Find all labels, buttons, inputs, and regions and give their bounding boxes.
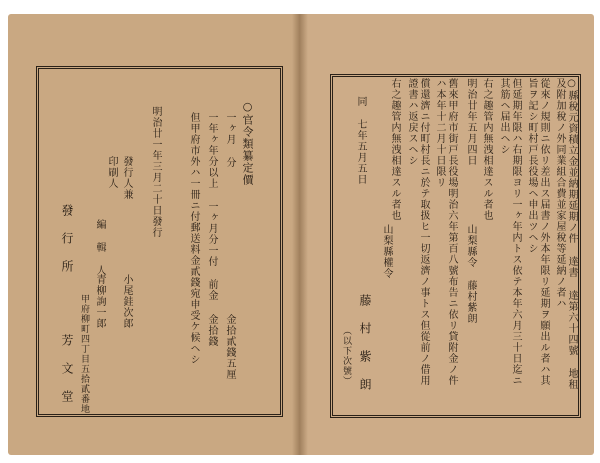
ordinance-col-4: 右之趣管内無洩相達スル者也: [481, 78, 492, 221]
book-gutter: [292, 14, 308, 455]
office-address: 甲府柳町四丁目五拾貳番地: [79, 294, 89, 414]
postage-note: 但甲府市外ハ一冊ニ付郵送料金貳錢宛申受ケ候ヘシ: [188, 112, 199, 365]
ordinance-date-1: 明治廿年五月四日: [465, 78, 476, 166]
ordinance-col-7: 償還濟ニ付町村長ニ於テ取扱ヒ一切返濟ノ事トス但從前ノ借用證書ハ返戻スヘシ: [406, 78, 429, 386]
issue-date: 明治廿一年三月二十日發行: [150, 106, 161, 238]
office-name: 芳 文 堂: [60, 334, 74, 403]
publisher-name: 小尾銈次郎: [121, 274, 132, 329]
continued-note: （以下次號）: [341, 326, 351, 386]
ordinance-col-2: 從來ノ規則ニ依リ差出ス届書ノ外本年限リ延期ヲ願出ル者ハ其旨ヲ記シ町村戸長役場ヘ申出ツヘシ: [526, 78, 549, 386]
ordinance-date-2: 同 七年五月五日: [355, 96, 366, 185]
ordinance-signer-2-name: 藤 村 紫 朗: [358, 294, 372, 391]
editor-label: 編 輯 人: [94, 219, 105, 276]
left-page: [8, 14, 300, 455]
publisher-label: 發行人兼: [121, 156, 132, 200]
ordinance-signer-2-office: 山梨縣權令: [381, 224, 392, 279]
ordinance-col-1: ○縣稅元資積立金並納期延期ノ件 達書 達第六十四號 地租及附加稅ノ外同業組合費並家屋稅等延納ノ者ハ: [554, 78, 577, 390]
price-row-2-value: 金拾錢: [206, 314, 217, 347]
price-row-1-value: 金拾貳錢五厘: [224, 314, 235, 380]
ordinance-col-8: 右之趣管内無洩相達スル者也: [389, 78, 400, 221]
price-title: ○官令類纂定價: [241, 100, 254, 186]
price-row-2-label: 一年ヶ年分以上 一ヶ月分一付 前金: [206, 112, 217, 301]
ordinance-col-3: 但延期年限ハ右期限ヨリ一ヶ年内トス依テ本年六月三十日迄ニ其筋ヘ届出ヘシ: [498, 78, 521, 386]
ordinance-col-6: 舊來甲府市街戸長役場明治六年第百八號布告ニ依リ貸附金ノ件ハ本年十二月十日限リ: [434, 78, 457, 386]
price-row-1-label: 一ヶ月 分: [224, 112, 235, 168]
ordinance-signer-1: 山梨縣令 藤村紫朗: [465, 224, 476, 324]
office-label: 發 行 所: [60, 204, 74, 273]
printer-label: 印刷人: [106, 156, 117, 189]
editor-name: 青柳詢一郎: [94, 274, 105, 329]
open-book: [8, 14, 594, 455]
